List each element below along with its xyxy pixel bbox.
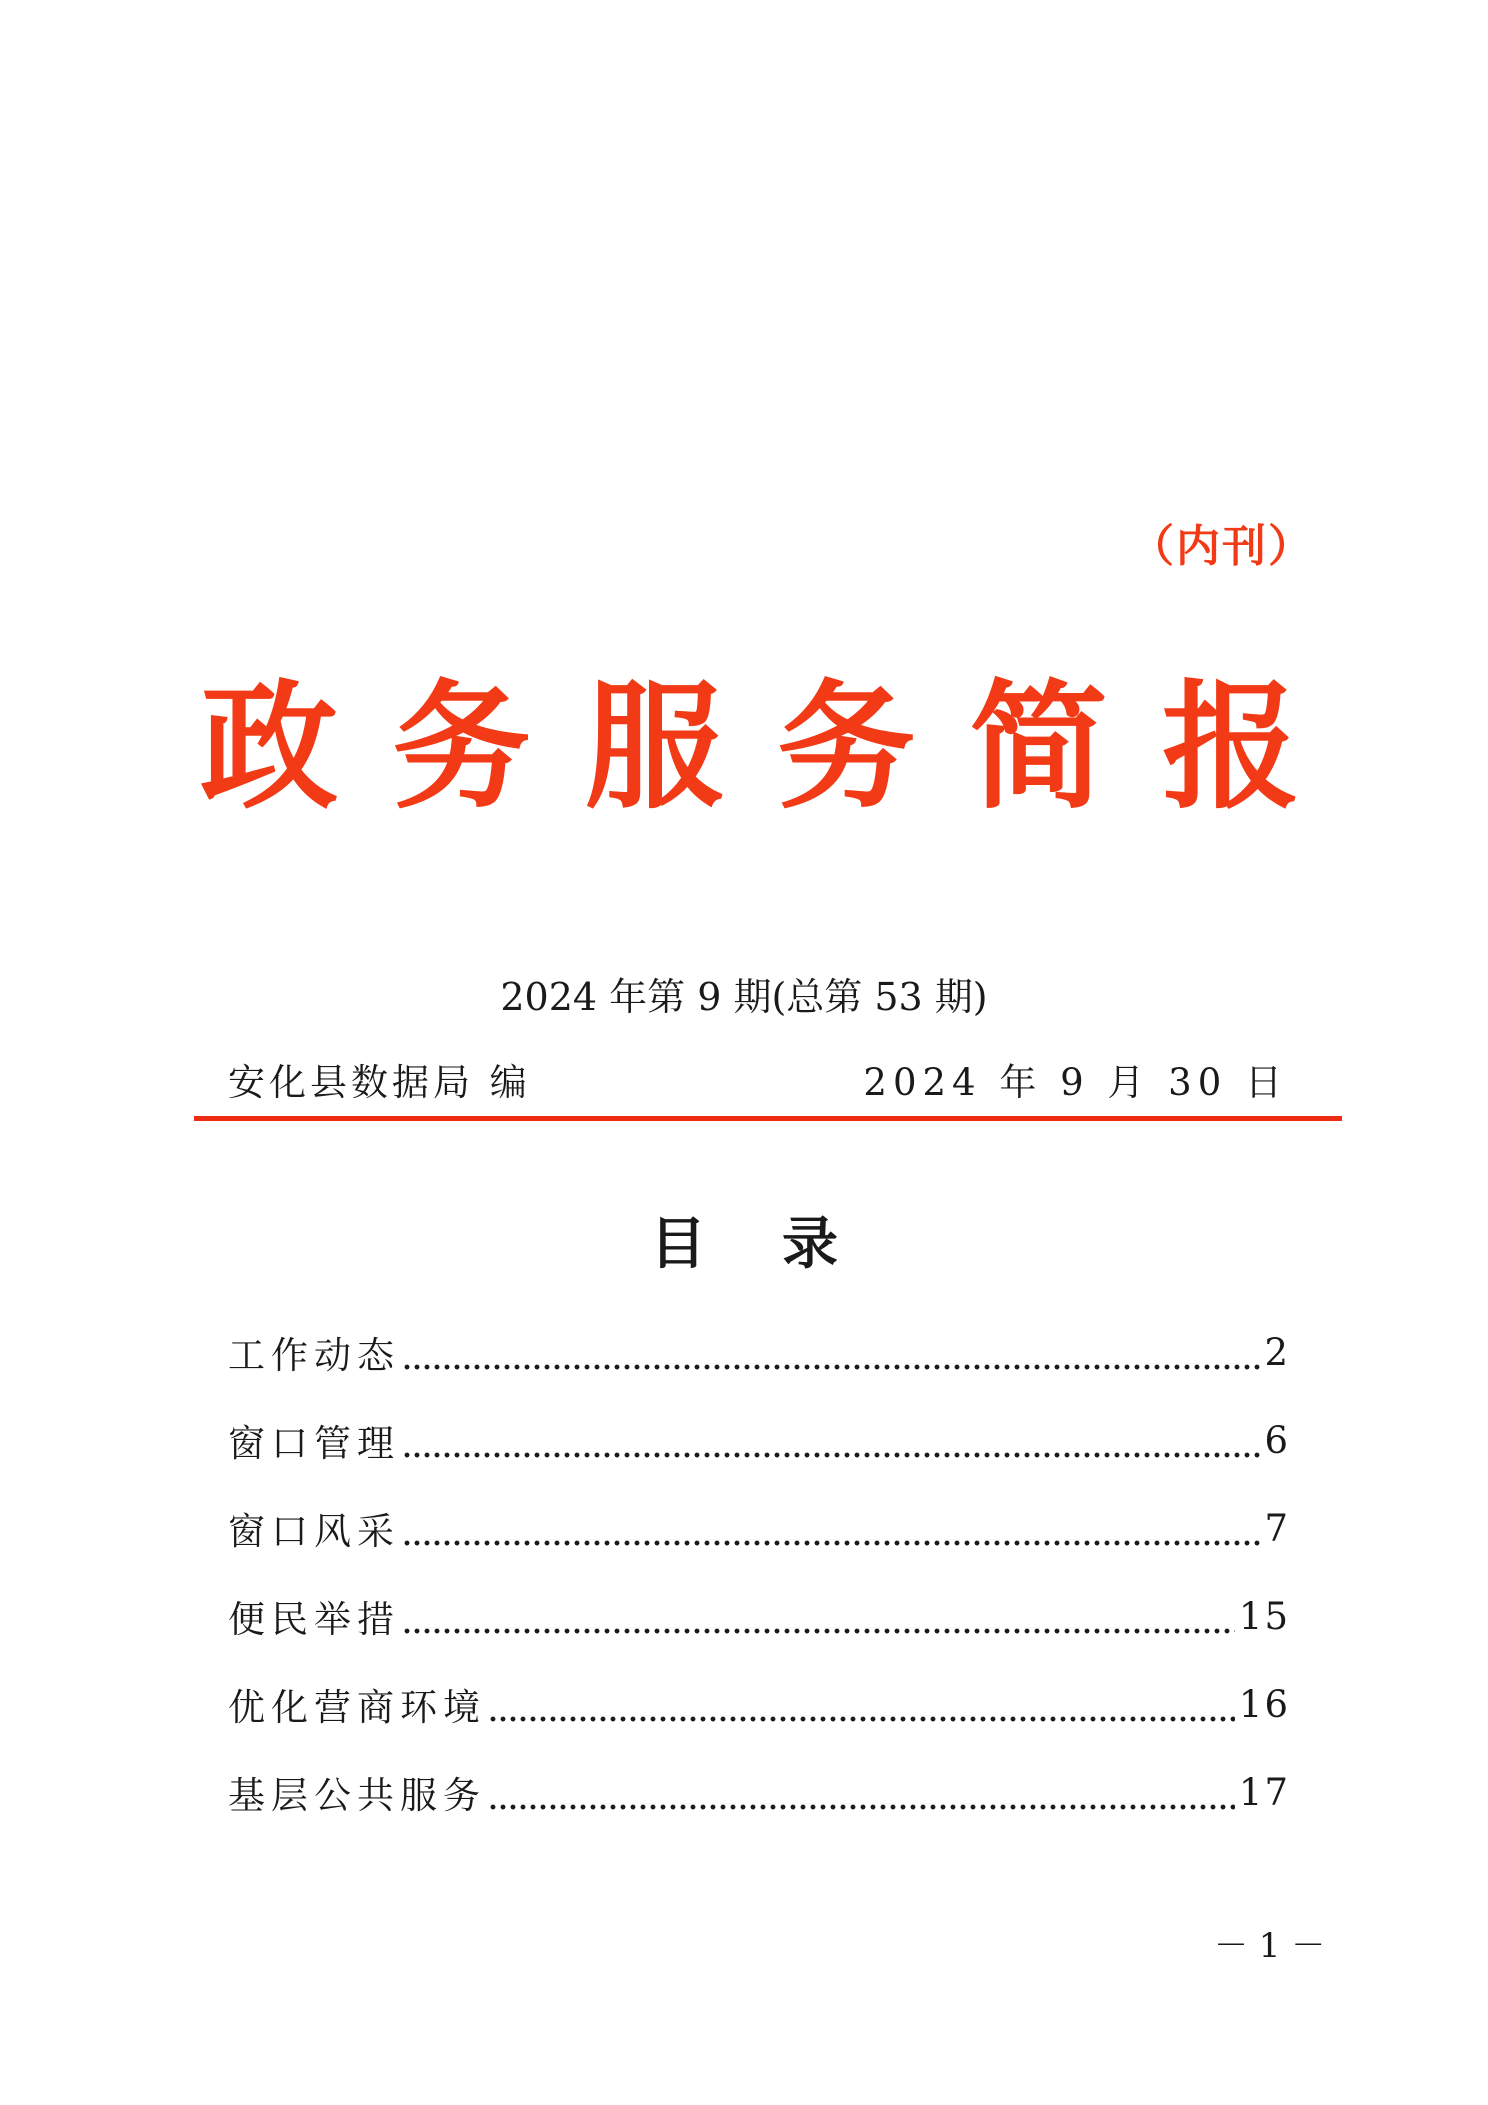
toc-item-page: 15: [1238, 1594, 1290, 1638]
title-char: 简: [969, 665, 1108, 828]
toc-heading-char: 录: [782, 1212, 838, 1277]
toc-heading: [0, 1208, 1488, 1282]
toc-heading-char: 目: [650, 1212, 706, 1277]
toc-item[interactable]: [228, 1308, 1290, 1396]
bulletin-title: [200, 665, 1300, 828]
title-char: 务: [392, 665, 531, 828]
toc-item-label: 优化营商环境: [228, 1686, 486, 1729]
toc-item-label: 基层公共服务: [228, 1774, 486, 1817]
toc-leader-dots: [402, 1596, 1235, 1636]
table-of-contents: [228, 1308, 1290, 1836]
toc-leader-dots: [402, 1508, 1260, 1548]
toc-item[interactable]: [228, 1484, 1290, 1572]
toc-item-label: 工作动态: [228, 1334, 400, 1377]
toc-leader-dots: [402, 1420, 1260, 1460]
toc-item[interactable]: [228, 1748, 1290, 1836]
header-divider: [194, 1116, 1342, 1121]
toc-item-page: 16: [1238, 1682, 1290, 1726]
toc-item-label: 窗口风采: [228, 1510, 400, 1553]
page-number: － 1 －: [1214, 1926, 1326, 1966]
title-char: 政: [200, 665, 339, 828]
toc-item-label: 便民举措: [228, 1598, 400, 1641]
editor-credit: 安化县数据局 编: [228, 1061, 531, 1104]
title-char: 务: [777, 665, 916, 828]
toc-item[interactable]: [228, 1396, 1290, 1484]
internal-publication-tag: （内刊）: [1130, 521, 1314, 572]
toc-item-label: 窗口管理: [228, 1422, 400, 1465]
title-char: 报: [1161, 665, 1300, 828]
toc-leader-dots: [488, 1684, 1235, 1724]
toc-item[interactable]: [228, 1660, 1290, 1748]
title-char: 服: [584, 665, 723, 828]
issue-number: 2024 年第 9 期(总第 53 期): [500, 975, 988, 1019]
toc-leader-dots: [402, 1332, 1260, 1372]
toc-item-page: 6: [1264, 1418, 1290, 1462]
toc-item-page: 2: [1264, 1330, 1290, 1374]
toc-item[interactable]: [228, 1572, 1290, 1660]
toc-leader-dots: [488, 1772, 1235, 1812]
publication-date: 2024 年 9 月 30 日: [863, 1061, 1288, 1104]
toc-item-page: 17: [1238, 1770, 1290, 1814]
toc-item-page: 7: [1264, 1506, 1290, 1550]
